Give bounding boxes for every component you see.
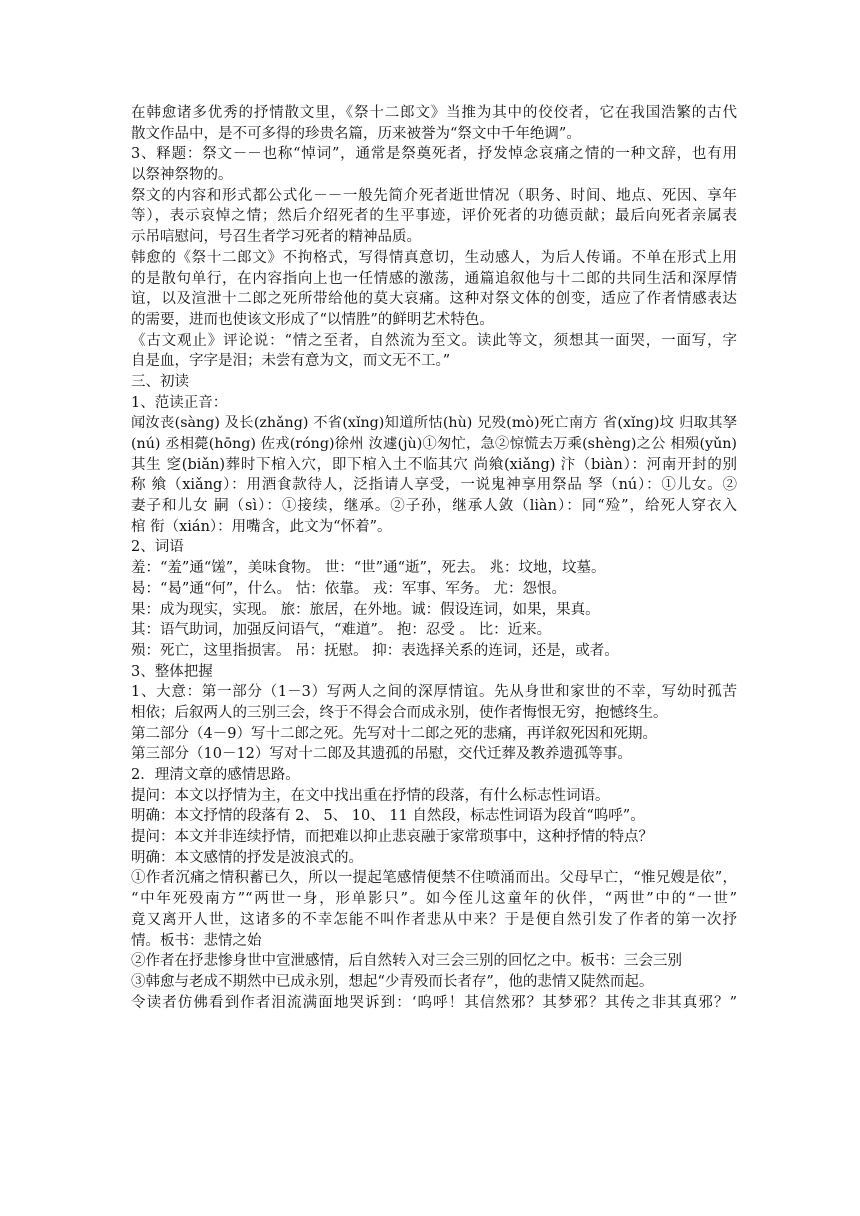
text-line: 散文作品中，是不可多得的珍贵名篇，历来被誉为“祭文中千年绝调”。 <box>131 125 581 142</box>
text-line: 2、词语 <box>131 539 184 556</box>
text-line: 令读者仿佛看到作者泪流满面地哭诉到：‘呜呼！其信然邪？其梦邪？其传之非其真邪？” <box>131 994 737 1011</box>
text-line: 殒：死亡，这里指损害。 吊：抚慰。 抑：表选择关系的连词，还是，或者。 <box>131 642 619 659</box>
text-line: “中年死殁南方”“两世一身，形单影只”。如今侄儿这童年的伙伴，“两世”中的“一世” <box>131 891 737 908</box>
text-line: 羞：“羞”通“馐”，美味食物。 世：“世”通“逝”，死去。 兆：坟地，坟墓。 <box>131 560 606 577</box>
text-line: 相依；后叙两人的三别三会，终于不得会合而成永别，使作者悔恨无穷，抱憾终生。 <box>131 704 668 721</box>
text-line: 的需要，进而也使该文形成了“以情胜”的鲜明艺术特色。 <box>131 311 494 328</box>
text-line: 等），表示哀悼之情；然后介绍死者的生平事迹，评价死者的功德贡献；最后向死者亲属表 <box>131 208 737 225</box>
text-line: 《古文观止》评论说：“情之至者，自然流为至文。读此等文，须想其一面哭，一面写，字 <box>131 332 737 349</box>
text-line: 三、初读 <box>131 373 189 390</box>
text-line: 1、范读正音： <box>131 394 228 411</box>
text-line: 明确：本文抒情的段落有 2、 5、 10、 11 自然段，标志性词语为段首“呜呼”。 <box>131 808 645 825</box>
text-line: 称 飨（xiǎng）：用酒食款待人，泛指请人享受，一说鬼神享用祭品 孥（nú）：①儿女。② <box>131 477 737 494</box>
text-line: 棺 衔（xián）：用嘴含，此文为“怀着”。 <box>131 518 392 535</box>
text-line: 明确：本文感情的抒发是波浪式的。 <box>131 849 363 866</box>
text-line: 果：成为现实，实现。 旅：旅居，在外地。诚：假设连词，如果，果真。 <box>131 601 600 618</box>
text-line: 第二部分（4－9）写十二郎之死。先写对十二郎之死的悲痛，再详叙死因和死期。 <box>131 725 657 742</box>
text-line: 妻子和儿女 嗣（sì）：①接续，继承。②子孙，继承人敛（liàn）：同“殓”，给死人穿衣入 <box>131 498 737 515</box>
text-line: 在韩愈诸多优秀的抒情散文里，《祭十二郎文》当推为其中的佼佼者，它在我国浩繁的古代 <box>131 105 737 121</box>
text-line: 自是血，字字是泪；未尝有意为文，而文无不工。” <box>131 353 451 370</box>
text-line: 其：语气助词，加强反问语气，“难道”。 抱：忍受 。 比：近来。 <box>131 622 552 639</box>
text-line: 第三部分（10－12）写对十二郎及其遗孤的吊慰，交代迁葬及教养遗孤等事。 <box>131 746 632 763</box>
text-line: 以祭神祭物的。 <box>131 167 233 184</box>
text-line: 韩愈的《祭十二郎文》不拘格式，写得情真意切，生动感人，为后人传诵。不单在形式上用 <box>131 249 737 266</box>
text-line: (nú) 丞相薨(hōng) 佐戎(róng)徐州 汝遽(jù)①匆忙，急②惊慌去万乘(shèng)之公 相殒(yǔn) <box>131 436 737 452</box>
text-line: 提问：本文并非连续抒情，而把难以抑止悲哀融于家常琐事中，这种抒情的特点？ <box>131 829 653 846</box>
text-line: 提问：本文以抒情为主，在文中找出重在抒情的段落，有什么标志性词语。 <box>131 787 610 804</box>
text-line: 2．理清文章的感情思路。 <box>131 767 300 783</box>
text-line: 曷：“曷”通“何”，什么。 怙：依靠。 戎：军事、军务。 尤：怨恨。 <box>131 580 566 597</box>
text-line: ①作者沉痛之情积蓄已久，所以一提起笔感情便禁不住喷涌而出。父母早亡，“惟兄嫂是依”， <box>131 870 737 887</box>
text-line: 示吊唁慰问，号召生者学习死者的精神品质。 <box>131 229 421 246</box>
text-line: 3、整体把握 <box>131 663 213 680</box>
text-line: 祭文的内容和形式都公式化－－一般先简介死者逝世情况（职务、时间、地点、死因、享年 <box>131 187 737 204</box>
text-line: 情。板书：悲情之始 <box>131 932 262 949</box>
text-line: 谊，以及渲泄十二郎之死所带给他的莫大哀痛。这种对祭文体的创变，适应了作者情感表达 <box>131 291 737 308</box>
text-line: ③韩愈与老成不期然中已成永别，想起“少青殁而长者存”，他的悲情又陡然而起。 <box>131 973 654 990</box>
text-line: 闻汝丧(sàng) 及长(zhǎng) 不省(xǐng)知道所怙(hù) 兄殁(mò)死亡南方 省(xǐng)坟 归取其孥 <box>131 415 737 432</box>
text-line: 竟又离开人世，这诸多的不幸怎能不叫作者悲从中来？于是便自然引发了作者的第一次抒 <box>131 911 737 928</box>
text-line: ②作者在抒悲惨身世中宣泄感情，后自然转入对三会三别的回忆之中。板书：三会三别 <box>131 953 682 970</box>
text-line: 3、释题：祭文－－也称“悼词”，通常是祭奠死者，抒发悼念哀痛之情的一种文辞，也有用 <box>131 146 737 163</box>
text-line: 其生 窆(biǎn)葬时下棺入穴，即下棺入土不临其穴 尚飨(xiǎng) 汴（biàn）：河南开封的别 <box>131 456 737 473</box>
text-line: 的是散句单行，在内容指向上也一任情感的激荡，通篇追叙他与十二郎的共同生活和深厚情 <box>131 270 737 287</box>
document-page <box>131 103 737 1013</box>
text-line: 1、大意：第一部分（1－3）写两人之间的深厚情谊。先从身世和家世的不幸，写幼时孤苦 <box>131 684 737 701</box>
